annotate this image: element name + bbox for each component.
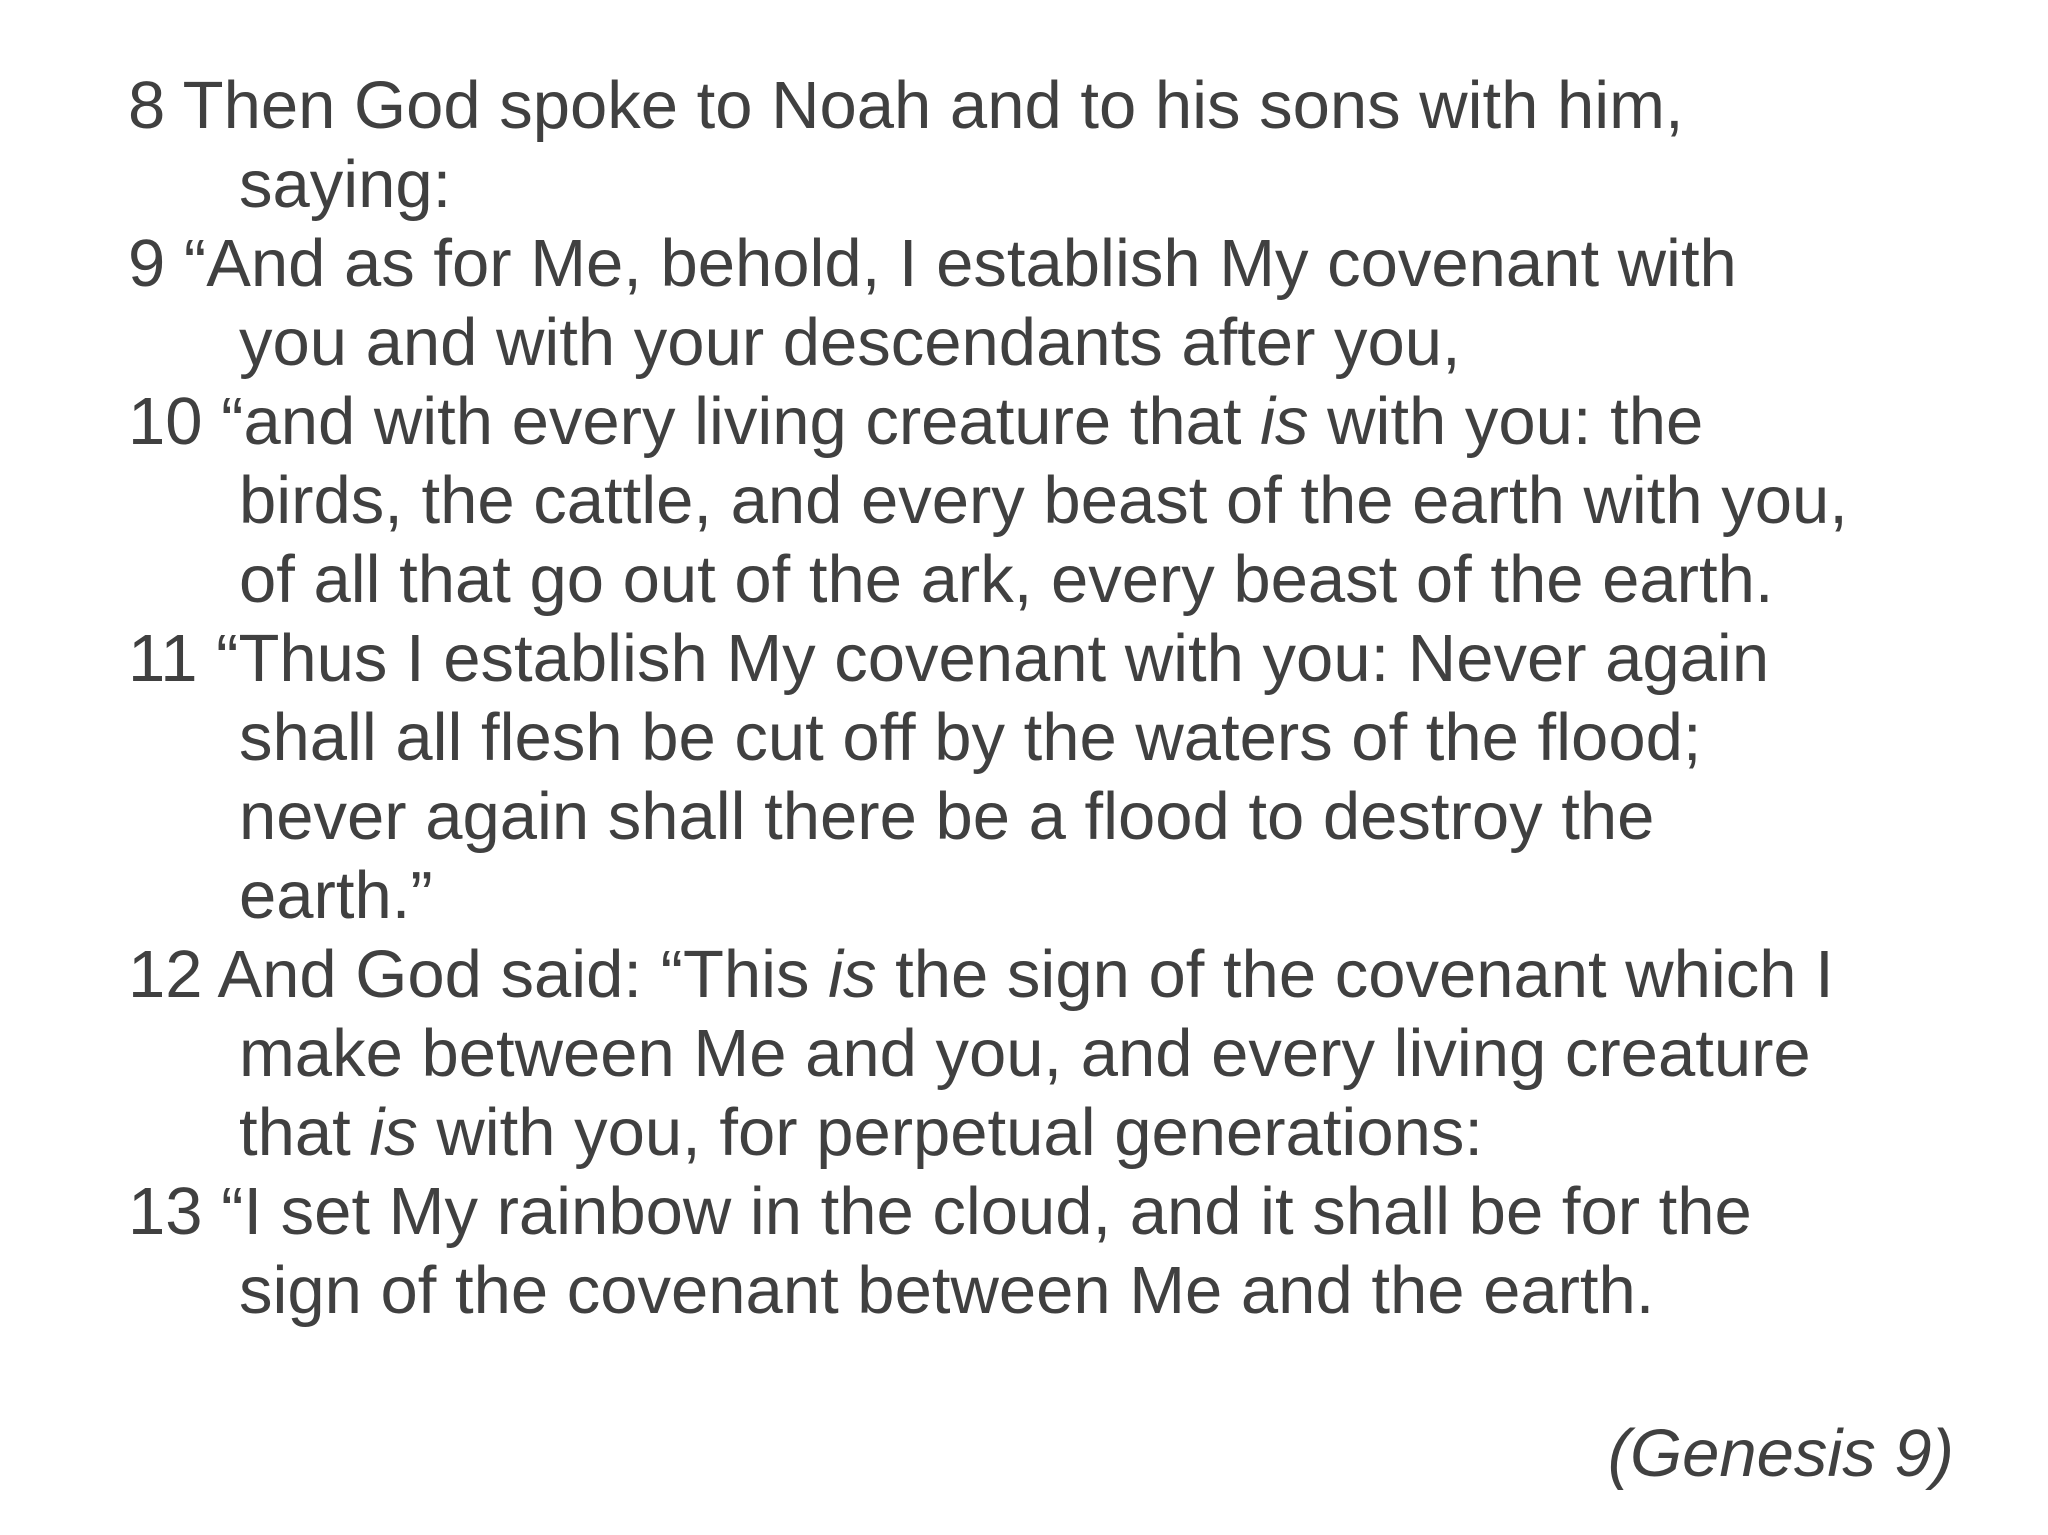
verse-continuation-line — [128, 698, 1968, 777]
verse-text-block — [128, 66, 1968, 1330]
text-segment: sign of the covenant between Me and the earth. — [239, 1253, 1655, 1328]
verse-line — [128, 1172, 1968, 1251]
verse-continuation-line — [128, 303, 1968, 382]
text-segment: saying: — [239, 147, 452, 222]
text-segment: with you: the — [1308, 384, 1704, 459]
text-segment: you and with your descendants after you, — [239, 305, 1461, 380]
verse-continuation-line — [128, 145, 1968, 224]
text-segment: that — [239, 1095, 370, 1170]
text-segment: earth.” — [239, 858, 433, 933]
text-segment: 9 “And as for Me, behold, I establish My covenant with — [128, 226, 1737, 301]
verse-continuation-line — [128, 1251, 1968, 1330]
verse-line — [128, 619, 1968, 698]
verse-continuation-line — [128, 856, 1968, 935]
verse-continuation-line — [128, 1093, 1968, 1172]
text-segment: the sign of the covenant which I — [876, 937, 1834, 1012]
text-segment: 12 And God said: “This — [128, 937, 829, 1012]
text-segment: with you, for perpetual generations: — [417, 1095, 1483, 1170]
verse-line — [128, 66, 1968, 145]
text-segment: birds, the cattle, and every beast of the earth with you, — [239, 463, 1848, 538]
citation: (Genesis 9) — [1607, 1416, 1954, 1491]
text-segment: 13 “I set My rainbow in the cloud, and it shall be for the — [128, 1174, 1752, 1249]
text-segment: 11 “Thus I establish My covenant with you: Never again — [128, 621, 1770, 696]
italic-word: is — [1260, 384, 1309, 459]
italic-word: is — [369, 1095, 418, 1170]
verse-continuation-line — [128, 461, 1968, 540]
verse-line — [128, 224, 1968, 303]
verse-continuation-line — [128, 777, 1968, 856]
verse-line — [128, 382, 1968, 461]
verse-line — [128, 935, 1968, 1014]
verse-continuation-line — [128, 540, 1968, 619]
text-segment: never again shall there be a flood to destroy the — [239, 779, 1655, 854]
text-segment: of all that go out of the ark, every beast of the earth. — [239, 542, 1774, 617]
italic-word: is — [828, 937, 877, 1012]
text-segment: 10 “and with every living creature that — [128, 384, 1261, 459]
text-segment: 8 Then God spoke to Noah and to his sons with him, — [128, 68, 1684, 143]
verse-continuation-line — [128, 1014, 1968, 1093]
text-segment: make between Me and you, and every living creature — [239, 1016, 1811, 1091]
text-segment: shall all flesh be cut off by the waters of the flood; — [239, 700, 1702, 775]
